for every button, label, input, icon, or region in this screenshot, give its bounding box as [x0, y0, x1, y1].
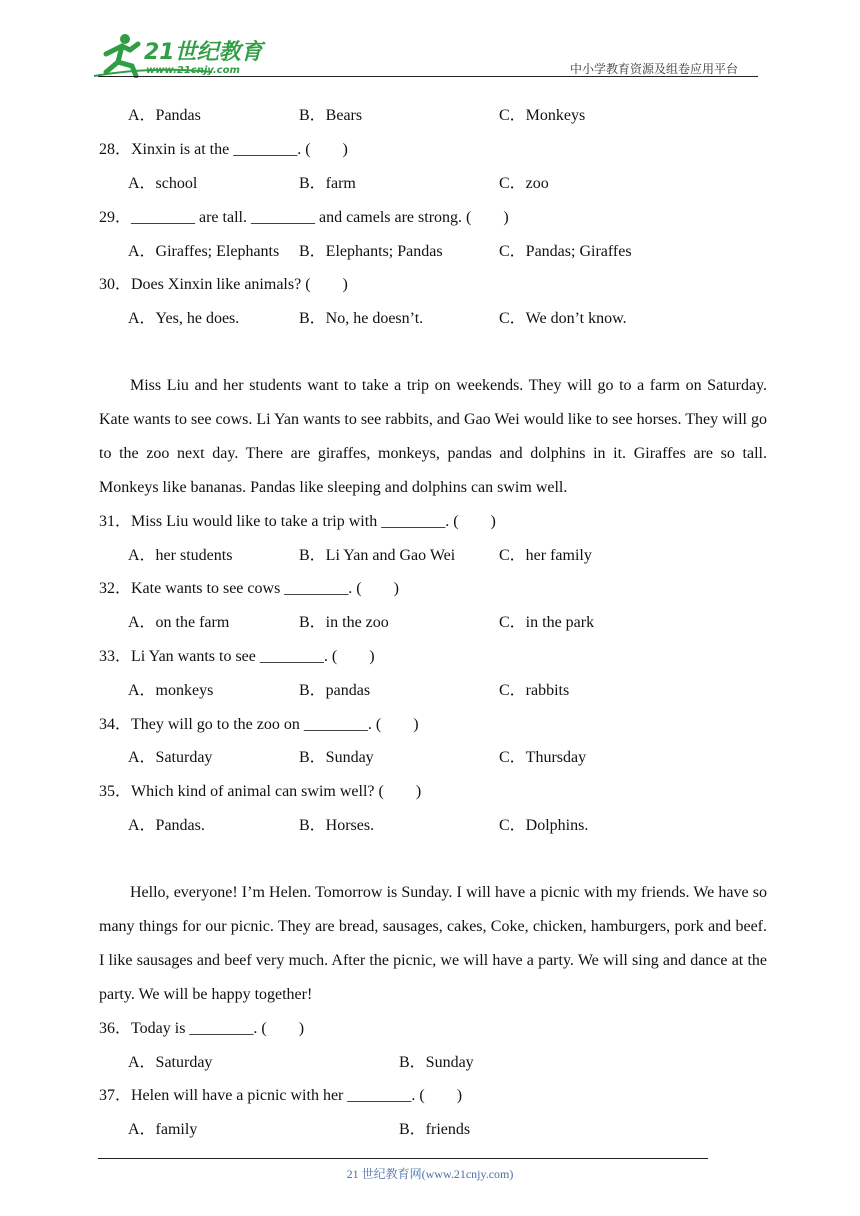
q35-option-c: C．Dolphins. [499, 817, 589, 834]
q35-option-a: A．Pandas. [128, 817, 205, 834]
q29-stem: 29．________ are tall. ________ and camels are strong. ( ) [99, 209, 509, 226]
footer-divider [98, 1158, 708, 1159]
q32-option-c: C．in the park [499, 614, 595, 631]
q28-stem: 28．Xinxin is at the ________. ( ) [99, 141, 348, 158]
q37-stem: 37．Helen will have a picnic with her ________. ( ) [99, 1087, 463, 1104]
q36-option-b: B．Sunday [399, 1054, 474, 1071]
header-divider [98, 76, 758, 77]
q31-stem: 31．Miss Liu would like to take a trip with ________. ( ) [99, 513, 496, 530]
page-footer: 21 世纪教育网(www.21cnjy.com) [346, 1167, 514, 1181]
q35-option-b: B．Horses. [299, 817, 375, 834]
q30-option-b: B．No, he doesn’t. [299, 310, 424, 327]
q31-option-c: C．her family [499, 547, 592, 564]
q29-option-a: A．Giraffes; Elephants [128, 243, 280, 260]
q34-option-b: B．Sunday [299, 749, 374, 766]
site-logo [92, 32, 267, 78]
q37-option-b: B．friends [399, 1121, 471, 1138]
q29-option-c: C．Pandas; Giraffes [499, 243, 632, 260]
q30-option-c: C．We don’t know. [499, 310, 627, 327]
site-name: 中小学教育资源及组卷应用平台 [570, 62, 739, 76]
q34-stem: 34．They will go to the zoo on ________. ( ) [99, 716, 419, 733]
q31-option-a: A．her students [128, 547, 233, 564]
reading-passage-3: Hello, everyone! I’m Helen. Tomorrow is Sunday. I will have a picnic with my friends. We have so many things for our picnic. They are bread, sausages, cakes, Coke, chicken, hamburgers, pork and beef. I like sausages and beef very much. After the picnic, we will have a party. We will sing and dance at the party. We will be happy together! [99, 884, 767, 1003]
q34-option-a: A．Saturday [128, 749, 213, 766]
q28-option-c: C．zoo [499, 175, 549, 192]
q32-option-b: B．in the zoo [299, 614, 389, 631]
q32-option-a: A．on the farm [128, 614, 230, 631]
q33-option-b: B．pandas [299, 682, 371, 699]
svg-text:21世纪教育: 21世纪教育 [144, 40, 263, 65]
q31-option-b: B．Li Yan and Gao Wei [299, 547, 456, 564]
q27-option-b: B．Bears [299, 107, 363, 124]
q28-option-b: B．farm [299, 175, 356, 192]
q27-option-c: C．Monkeys [499, 107, 586, 124]
q35-stem: 35．Which kind of animal can swim well? ( ) [99, 783, 422, 800]
q33-stem: 33．Li Yan wants to see ________. ( ) [99, 648, 375, 665]
q30-option-a: A．Yes, he does. [128, 310, 240, 327]
q33-option-a: A．monkeys [128, 682, 214, 699]
q36-option-a: A．Saturday [128, 1054, 213, 1071]
page-header [0, 0, 860, 80]
reading-passage-2: Miss Liu and her students want to take a trip on weekends. They will go to a farm on Saturday. Kate wants to see cows. Li Yan wants to see rabbits, and Gao Wei would like to see horses. They will go to the zoo next day. There are giraffes, monkeys, pandas and dolphins in it. Giraffes are so tall. Monkeys like bananas. Pandas like sleeping and dolphins can swim well. [99, 377, 767, 496]
q27-option-a: A．Pandas [128, 107, 201, 124]
q29-option-b: B．Elephants; Pandas [299, 243, 443, 260]
q30-stem: 30．Does Xinxin like animals? ( ) [99, 276, 348, 293]
svg-text:www.21cnjy.com: www.21cnjy.com [146, 65, 240, 76]
q37-option-a: A．family [128, 1121, 198, 1138]
q36-stem: 36．Today is ________. ( ) [99, 1020, 305, 1037]
q32-stem: 32．Kate wants to see cows ________. ( ) [99, 580, 399, 597]
q34-option-c: C．Thursday [499, 749, 587, 766]
q28-option-a: A．school [128, 175, 198, 192]
q33-option-c: C．rabbits [499, 682, 570, 699]
